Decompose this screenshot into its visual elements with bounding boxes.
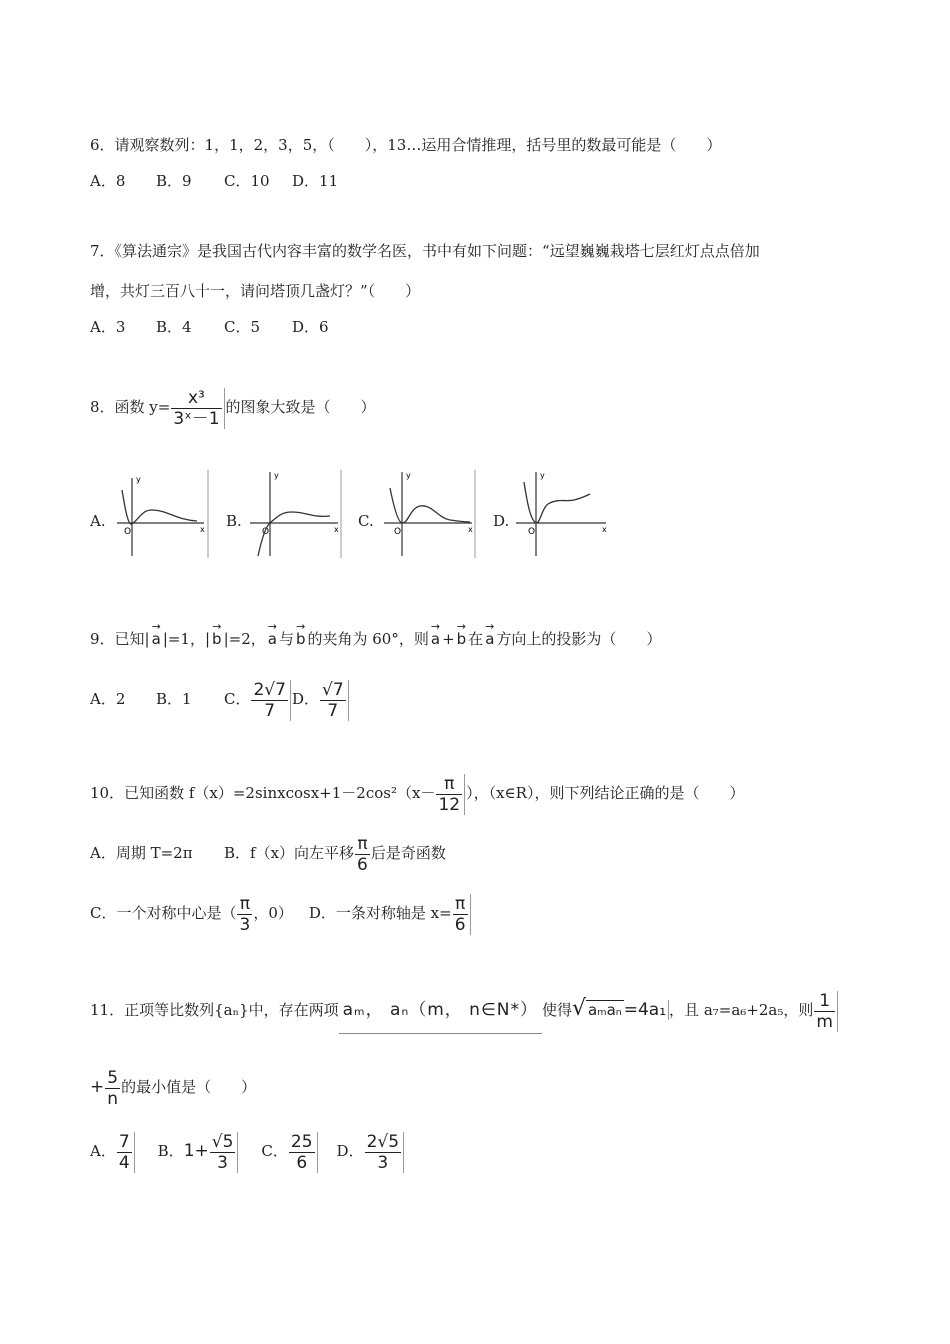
q10-option-d-1: D．一条对称轴是 x= <box>308 904 452 922</box>
q7-stem-line2: 增，共灯三百八十一，请问塔顶几盏灯？”（ ） <box>90 282 421 300</box>
q9-vec-a-1 <box>150 620 163 651</box>
q11-frac1 <box>814 991 838 1032</box>
q8-graph-c-x: x <box>468 525 473 534</box>
q10-option-c-num: π <box>239 893 251 914</box>
arrow-right-icon: → <box>267 620 277 633</box>
q8-suffix: 的图象大致是（ ） <box>225 398 376 416</box>
q10-frac <box>436 774 465 815</box>
q9-vec-a-2-label: a <box>267 630 277 648</box>
q11-t4: ，且 a₇=a₆+2a₅，则 <box>669 1001 814 1019</box>
q6-option-c: C．10 <box>224 172 270 190</box>
arrow-right-icon: → <box>485 620 495 633</box>
q7-option-a: A．3 <box>90 318 126 336</box>
arrow-right-icon: → <box>296 620 306 633</box>
q11-option-a-den: 4 <box>118 1152 130 1173</box>
q10-option-c-den: 3 <box>239 914 251 935</box>
q11-option-c-num: 25 <box>290 1131 313 1152</box>
q9-t8: 方向上的投影为（ ） <box>496 630 662 648</box>
q8-graph-a-y: y <box>136 475 141 484</box>
q9-option-c-den: 7 <box>251 700 287 721</box>
q8-graph-c-y: y <box>406 471 411 480</box>
q11-stem-2 <box>90 1064 256 1110</box>
q10-option-b-den: 6 <box>357 854 368 875</box>
q6-options <box>90 170 338 192</box>
q11-box: aₘ， aₙ（m， n∈N*） <box>339 987 542 1034</box>
q10-option-b-2: 后是奇函数 <box>370 844 446 862</box>
q9-option-a: A．2 <box>90 690 126 708</box>
q8-fraction <box>171 388 224 429</box>
q9-vec-b-2 <box>294 620 308 651</box>
q9-option-d-den: 7 <box>320 700 346 721</box>
q9-vec-a-3 <box>429 620 442 651</box>
q9-t7: 在 <box>468 630 484 648</box>
q9-vec-b-1-label: b <box>212 630 222 648</box>
q8-graph-d-x: x <box>602 525 607 534</box>
q8-prefix: 8．函数 y= <box>90 398 171 416</box>
q11-option-a-frac <box>117 1132 135 1173</box>
q11-option-b-num: √5 <box>211 1131 234 1152</box>
q11-t1: 11．正项等比数列{aₙ}中，存在两项 <box>90 1001 339 1019</box>
q11-frac2 <box>105 1068 120 1109</box>
q8-graph-d <box>514 468 612 560</box>
q10-option-d-frac <box>453 894 471 935</box>
q8-label-b: B. <box>226 512 242 530</box>
q11-option-b-den: 3 <box>210 1152 236 1173</box>
q11-t3: =4a₁ <box>624 1000 669 1020</box>
q9-vec-b-2-label: b <box>295 630 306 648</box>
q8-graph-b-origin: O <box>262 527 270 537</box>
q11-frac2-num: 5 <box>107 1067 119 1088</box>
q9-vec-a-2 <box>266 620 279 651</box>
q11-option-c: C． <box>261 1142 288 1160</box>
q8-stem <box>90 386 376 429</box>
q11-sqrt-body: aₘaₙ <box>588 1001 622 1019</box>
q8-frac-den: 3ˣ－1 <box>173 408 220 429</box>
q8-graph-b <box>248 468 344 560</box>
q9-option-d: D． <box>291 690 319 708</box>
q11-option-a-num: 7 <box>118 1131 130 1152</box>
q6-option-a: A．8 <box>90 172 126 190</box>
q10-frac-den: 12 <box>438 794 461 815</box>
q7-option-d: D．6 <box>292 318 329 336</box>
q11-stem <box>90 986 839 1034</box>
q11-frac2-den: n <box>105 1088 120 1109</box>
q11-option-c-den: 6 <box>289 1152 315 1173</box>
q11-option-c-frac <box>289 1132 318 1173</box>
q9-t5: 的夹角为 60°，则 <box>307 630 429 648</box>
q10-option-b-num: π <box>357 833 368 854</box>
q8-label-a: A. <box>90 512 106 530</box>
q9-option-b: B．1 <box>156 690 192 708</box>
q8-graph-d-origin: O <box>528 527 536 537</box>
q10-option-c-1: C．一个对称中心是（ <box>90 904 237 922</box>
q10-option-a: A．周期 T=2π <box>90 844 193 862</box>
q9-t3: |=2， <box>223 630 266 648</box>
q9-vec-b-3 <box>455 620 469 651</box>
q8-graph-b-y: y <box>274 471 279 480</box>
q7-option-c: C．5 <box>224 318 261 336</box>
q10-option-c-frac <box>237 894 252 935</box>
q10-option-d-den: 6 <box>454 914 466 935</box>
q11-option-a: A． <box>90 1142 116 1160</box>
q11-option-b-frac <box>210 1132 239 1173</box>
q6-stem: 6．请观察数列：1，1，2，3，5，（ ），13…运用合情推理，括号里的数最可能是（ ） <box>90 136 722 154</box>
q9-vec-b-3-label: b <box>456 630 467 648</box>
q8-graph-c-origin: O <box>394 527 402 537</box>
q9-option-c: C． <box>224 690 251 708</box>
q9-t1: 9．已知| <box>90 630 150 648</box>
q8-label-d: D. <box>493 512 510 530</box>
q8-graph-a-x: x <box>200 525 205 534</box>
q9-vec-b-1 <box>210 620 224 651</box>
q8-label-c: C. <box>358 512 374 530</box>
q10-frac-num: π <box>444 773 455 794</box>
q8-graph-d-y: y <box>540 471 545 480</box>
q11-option-d-num: 2√5 <box>366 1131 400 1152</box>
q11-t2: 使得 <box>541 1001 572 1019</box>
q10-options-cd <box>90 890 472 936</box>
q10-option-d-num: π <box>454 893 466 914</box>
q10-stem <box>90 770 744 816</box>
q8-graph-a-origin: O <box>124 527 132 537</box>
q9-t2: |=1，| <box>162 630 211 648</box>
q11-sqrt <box>572 986 624 1033</box>
q9-option-c-num: 2√7 <box>253 679 286 700</box>
q7-option-b: B．4 <box>156 318 192 336</box>
q9-vec-a-4 <box>483 620 496 651</box>
q10-t2: ），（x∈R），则下列结论正确的是（ ） <box>466 784 745 802</box>
q11-option-b-pre: 1+ <box>183 1141 209 1161</box>
q9-t4: 与 <box>278 630 294 648</box>
q9-option-d-num: √7 <box>321 679 344 700</box>
q10-option-c-2: ，0） <box>253 904 293 922</box>
arrow-right-icon: → <box>430 620 441 633</box>
arrow-right-icon: → <box>151 620 161 633</box>
q10-t1: 10．已知函数 f（x）=2sinxcosx+1－2cos²（x－ <box>90 784 436 802</box>
q9-stem <box>90 620 662 651</box>
arrow-right-icon: → <box>456 620 467 633</box>
q9-option-d-frac <box>320 680 349 721</box>
q11-option-b: B． <box>157 1142 184 1160</box>
q11-option-d-den: 3 <box>365 1152 401 1173</box>
q11-option-d-frac <box>365 1132 404 1173</box>
q11-frac1-num: 1 <box>819 990 831 1011</box>
q11-option-d: D． <box>336 1142 364 1160</box>
q10-option-b-frac <box>355 834 370 875</box>
arrow-right-icon: → <box>212 620 222 633</box>
q9-options <box>90 678 350 721</box>
q11-t5: + <box>90 1077 105 1097</box>
q7-options <box>90 316 329 338</box>
q6-option-d: D．11 <box>292 172 339 190</box>
q6-option-b: B．9 <box>156 172 192 190</box>
q9-vec-a-4-label: a <box>485 630 495 648</box>
q8-graph-c <box>380 468 478 560</box>
q8-frac-num: x³ <box>188 387 205 408</box>
q11-t6: 的最小值是（ ） <box>121 1078 257 1096</box>
q9-vec-a-1-label: a <box>151 630 161 648</box>
q9-option-c-frac <box>251 680 290 721</box>
q9-vec-a-3-label: a <box>430 630 441 648</box>
sqrt-icon: √ <box>572 996 587 1021</box>
q7-stem-line1: 7．《算法通宗》是我国古代内容丰富的数学名医，书中有如下问题：“远望巍巍栽塔七层红灯点点倍加 <box>90 242 760 260</box>
q11-frac1-den: m <box>816 1011 833 1032</box>
q11-options <box>90 1128 405 1174</box>
q8-graph-b-x: x <box>334 525 339 534</box>
q10-options-ab <box>90 830 446 876</box>
q10-option-b-1: B．f（x）向左平移 <box>224 844 355 862</box>
q9-t6: + <box>442 630 455 648</box>
q8-graph-a <box>112 468 212 560</box>
